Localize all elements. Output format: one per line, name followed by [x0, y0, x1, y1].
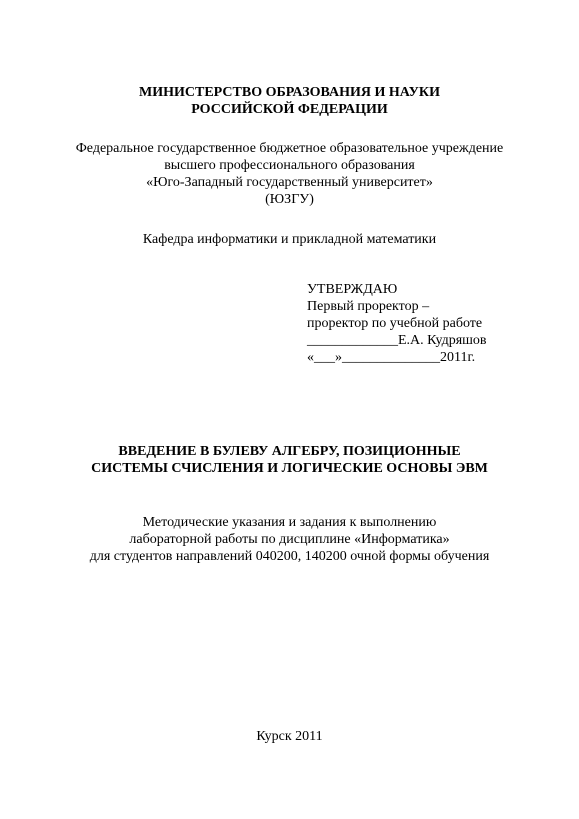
city-year: Курск 2011 [256, 729, 323, 744]
description-line-3: для студентов направлений 040200, 140200 очной формы обучения [89, 549, 490, 564]
institution-line-1: Федеральное государственное бюджетное образовательное учреждение [75, 141, 504, 156]
institution-line-3: «Юго-Западный государственный университет» [146, 175, 433, 190]
description-line-1: Методические указания и задания к выполнению [142, 515, 437, 530]
approval-role-line-1: Первый проректор – [307, 299, 430, 314]
ministry-line-2: РОССИЙСКОЙ ФЕДЕРАЦИИ [191, 102, 388, 117]
document-title-line-1: ВВЕДЕНИЕ В БУЛЕВУ АЛГЕБРУ, ПОЗИЦИОННЫЕ [118, 444, 461, 459]
document-title-line-2: СИСТЕМЫ СЧИСЛЕНИЯ И ЛОГИЧЕСКИЕ ОСНОВЫ ЭВМ [91, 461, 488, 476]
institution-abbreviation: (ЮЗГУ) [265, 192, 314, 207]
approval-date: «___»______________2011г. [307, 350, 476, 365]
approval-heading: УТВЕРЖДАЮ [307, 282, 398, 297]
approval-role-line-2: проректор по учебной работе [307, 316, 483, 331]
ministry-line-1: МИНИСТЕРСТВО ОБРАЗОВАНИЯ И НАУКИ [139, 85, 440, 100]
institution-line-2: высшего профессионального образования [164, 158, 415, 173]
approval-signature: _____________Е.А. Кудряшов [307, 333, 487, 348]
description-line-2: лабораторной работы по дисциплине «Информатика» [129, 532, 450, 547]
department-name: Кафедра информатики и прикладной математики [142, 232, 437, 247]
